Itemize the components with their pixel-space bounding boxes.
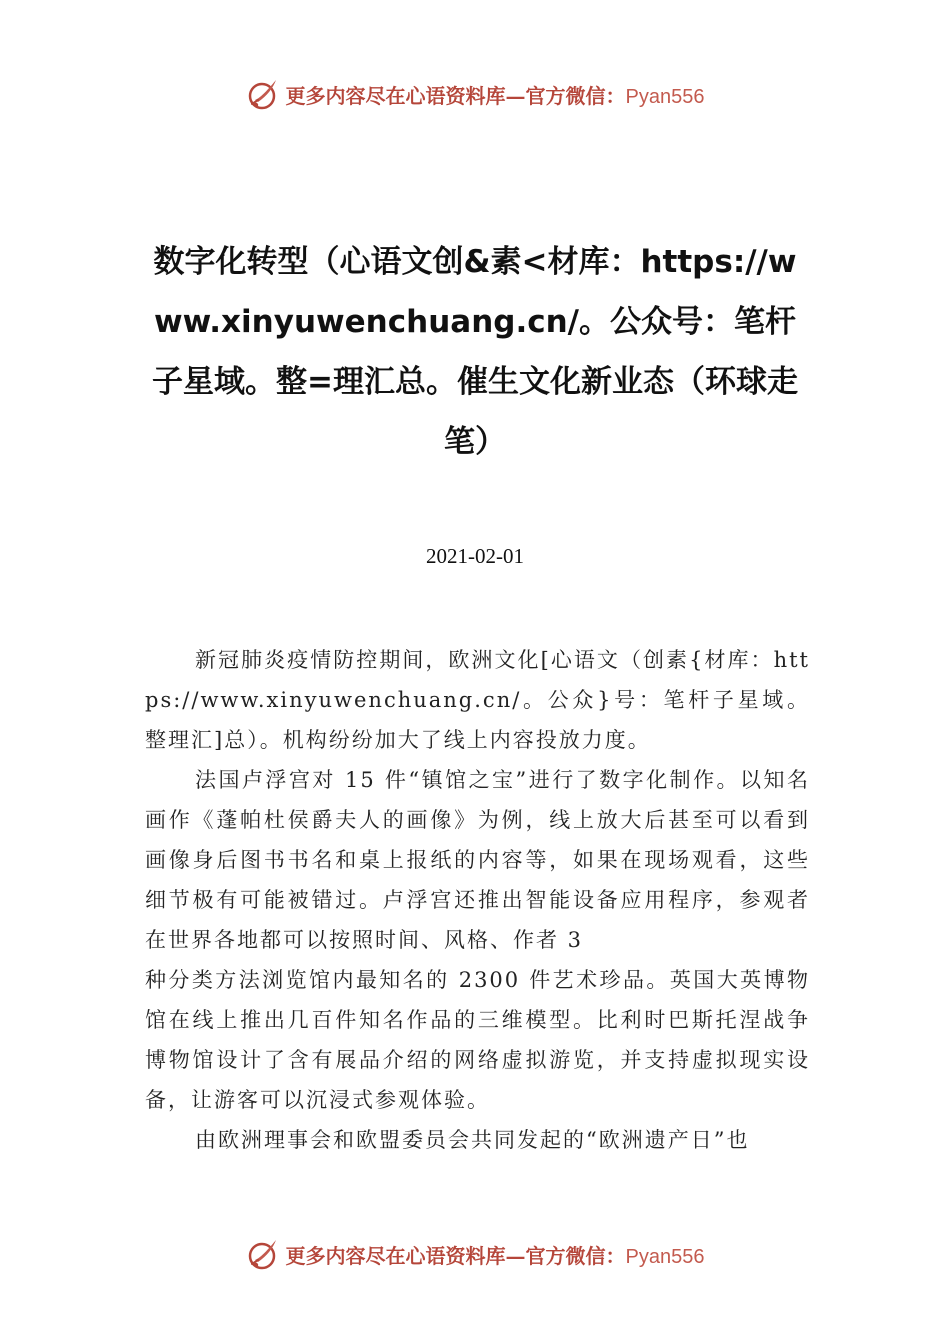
paragraph: 法国卢浮宫对 15 件“镇馆之宝”进行了数字化制作。以知名画作《蓬帕杜侯爵夫人的画像》为例，线上放大后甚至可以看到画像身后图书书名和桌上报纸的内容等，如果在现场观看，这些细节极有可能被错过。卢浮宫还推出智能设备应用程序，参观者在世界各地都可以按照时间、风格、作者 3 (145, 768, 810, 952)
document-date: 2021-02-01 (426, 544, 524, 568)
footer-site-text: 更多内容尽在心语资料库—官方微信： (285, 1243, 626, 1268)
header-wechat-id: Pyan556 (625, 85, 705, 108)
document-title: 数字化转型（心语文创&素<材库：https://www.xinyuwenchuang.cn/。公众号：笔杆子星域。整=理汇总。催生文化新业态（环球走笔） (152, 244, 798, 460)
quill-ink-logo-icon (246, 1236, 282, 1272)
header-site-text: 更多内容尽在心语资料库—官方微信： (285, 83, 626, 108)
footer-banner-text (286, 1240, 705, 1269)
header-banner-text (286, 80, 705, 109)
paragraph: 由欧洲理事会和欧盟委员会共同发起的“欧洲遗产日”也 (195, 1128, 750, 1152)
document-body (145, 640, 810, 1160)
paragraph: 种分类方法浏览馆内最知名的 2300 件艺术珍品。英国大英博物馆在线上推出几百件知名作品的三维模型。比利时巴斯托涅战争博物馆设计了含有展品介绍的网络虚拟游览，并支持虚拟现实设备，让游客可以沉浸式参观体验。 (145, 968, 810, 1112)
paragraph: 新冠肺炎疫情防控期间，欧洲文化[心语文（创素{材库：https://www.xinyuwenchuang.cn/。公众}号：笔杆子星域。整理汇]总）。机构纷纷加大了线上内容投放力度。 (145, 648, 810, 752)
header-banner (0, 72, 950, 116)
footer-banner (0, 1232, 950, 1276)
quill-ink-logo-icon (246, 76, 282, 112)
footer-wechat-id: Pyan556 (625, 1245, 705, 1268)
